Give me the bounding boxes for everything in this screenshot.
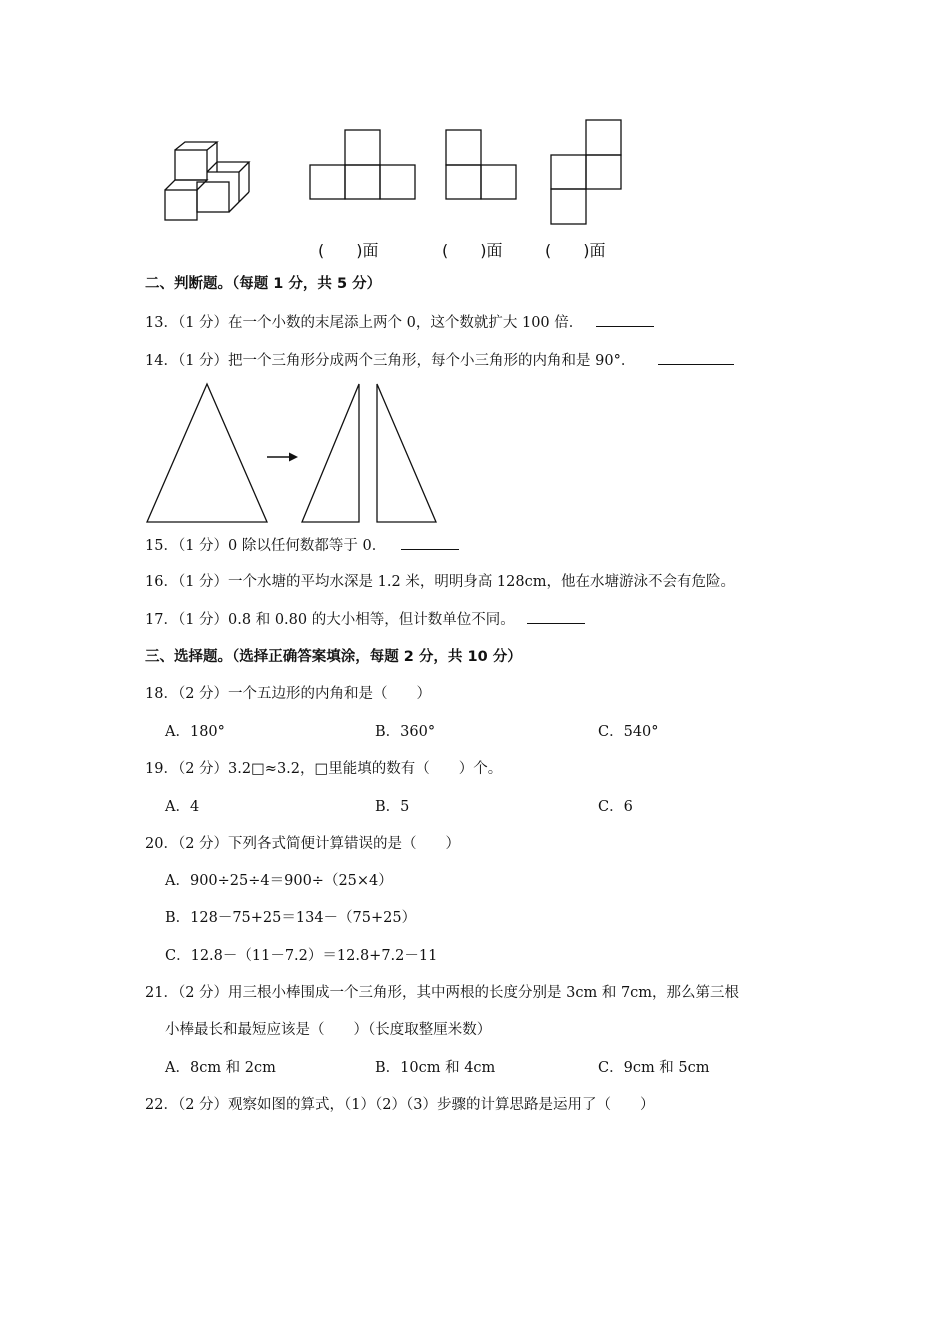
question-text: （2 分）3.2□≈3.2，□里能填的数有（ ）个。 (177, 761, 503, 777)
q21-option-a[interactable]: A．8cm 和 2cm (165, 1060, 276, 1076)
question-text: （1 分）把一个三角形分成两个三角形，每个小三角形的内角和是 90°． (177, 353, 636, 369)
section-2-heading: 二、判断题。（每题 1 分，共 5 分） (145, 276, 382, 292)
question-18 (145, 684, 431, 704)
question-text: （1 分）0 除以任何数都等于 0． (177, 538, 387, 554)
answer-blank[interactable] (658, 350, 734, 365)
q20-option-c[interactable]: C．12.8－（11－7.2）＝12.8+7.2－11 (165, 948, 438, 964)
q21-option-b[interactable]: B．10cm 和 4cm (375, 1060, 496, 1076)
question-21-continued: 小棒最长和最短应该是（ ）（长度取整厘米数） (165, 1022, 492, 1038)
question-17 (145, 609, 585, 630)
face-label-3: ( )面 (545, 241, 606, 260)
question-text: （1 分）0.8 和 0.80 的大小相等，但计数单位不同。 (177, 612, 515, 628)
answer-blank[interactable] (596, 312, 654, 327)
q18-option-c[interactable]: C．540° (598, 724, 659, 740)
question-number: 13． (145, 315, 178, 331)
question-number: 22． (145, 1097, 178, 1113)
q20-option-a[interactable]: A．900÷25÷4＝900÷（25×4） (165, 873, 393, 889)
q19-option-b[interactable]: B．5 (375, 799, 410, 815)
q18-option-a[interactable]: A．180° (165, 724, 225, 740)
front-view-figure (310, 128, 416, 200)
question-13 (145, 312, 654, 333)
triangle-split-figure (145, 380, 440, 526)
question-text: （2 分）下列各式简便计算错误的是（ ） (177, 836, 461, 852)
question-number: 19． (145, 761, 178, 777)
face-label-2: ( )面 (442, 241, 503, 260)
question-text: （1 分）一个水塘的平均水深是 1.2 米，明明身高 128cm，他在水塘游泳不会有危险。 (177, 574, 735, 590)
q19-option-c[interactable]: C．6 (598, 799, 633, 815)
question-text: （2 分）用三根小棒围成一个三角形，其中两根的长度分别是 3cm 和 7cm，那么第三根 (177, 985, 740, 1001)
question-number: 17． (145, 612, 178, 628)
cube-stack-figure (160, 140, 260, 225)
question-22 (145, 1095, 654, 1115)
answer-blank[interactable] (527, 609, 585, 624)
q20-option-b[interactable]: B．128－75+25＝134－（75+25） (165, 910, 417, 926)
question-number: 18． (145, 686, 178, 702)
top-view-figure (551, 118, 623, 226)
question-text: （1 分）在一个小数的末尾添上两个 0，这个数就扩大 100 倍． (177, 315, 584, 331)
q18-option-b[interactable]: B．360° (375, 724, 436, 740)
question-number: 16． (145, 574, 178, 590)
question-21 (145, 983, 739, 1003)
side-view-figure (446, 128, 518, 200)
section-3-heading: 三、选择题。（选择正确答案填涂，每题 2 分，共 10 分） (145, 649, 522, 665)
question-20 (145, 834, 460, 854)
question-16 (145, 572, 735, 592)
question-19 (145, 759, 502, 779)
question-number: 20． (145, 836, 178, 852)
question-15 (145, 535, 459, 556)
question-number: 15． (145, 538, 178, 554)
face-label-1: ( )面 (318, 241, 379, 260)
question-text: （2 分）观察如图的算式，（1）（2）（3）步骤的计算思路是运用了（ ） (177, 1097, 655, 1113)
q21-option-c[interactable]: C．9cm 和 5cm (598, 1060, 710, 1076)
answer-blank[interactable] (401, 535, 459, 550)
question-text: （2 分）一个五边形的内角和是（ ） (177, 686, 432, 702)
question-number: 14． (145, 353, 178, 369)
question-14 (145, 350, 734, 371)
question-number: 21． (145, 985, 178, 1001)
q19-option-a[interactable]: A．4 (165, 799, 200, 815)
